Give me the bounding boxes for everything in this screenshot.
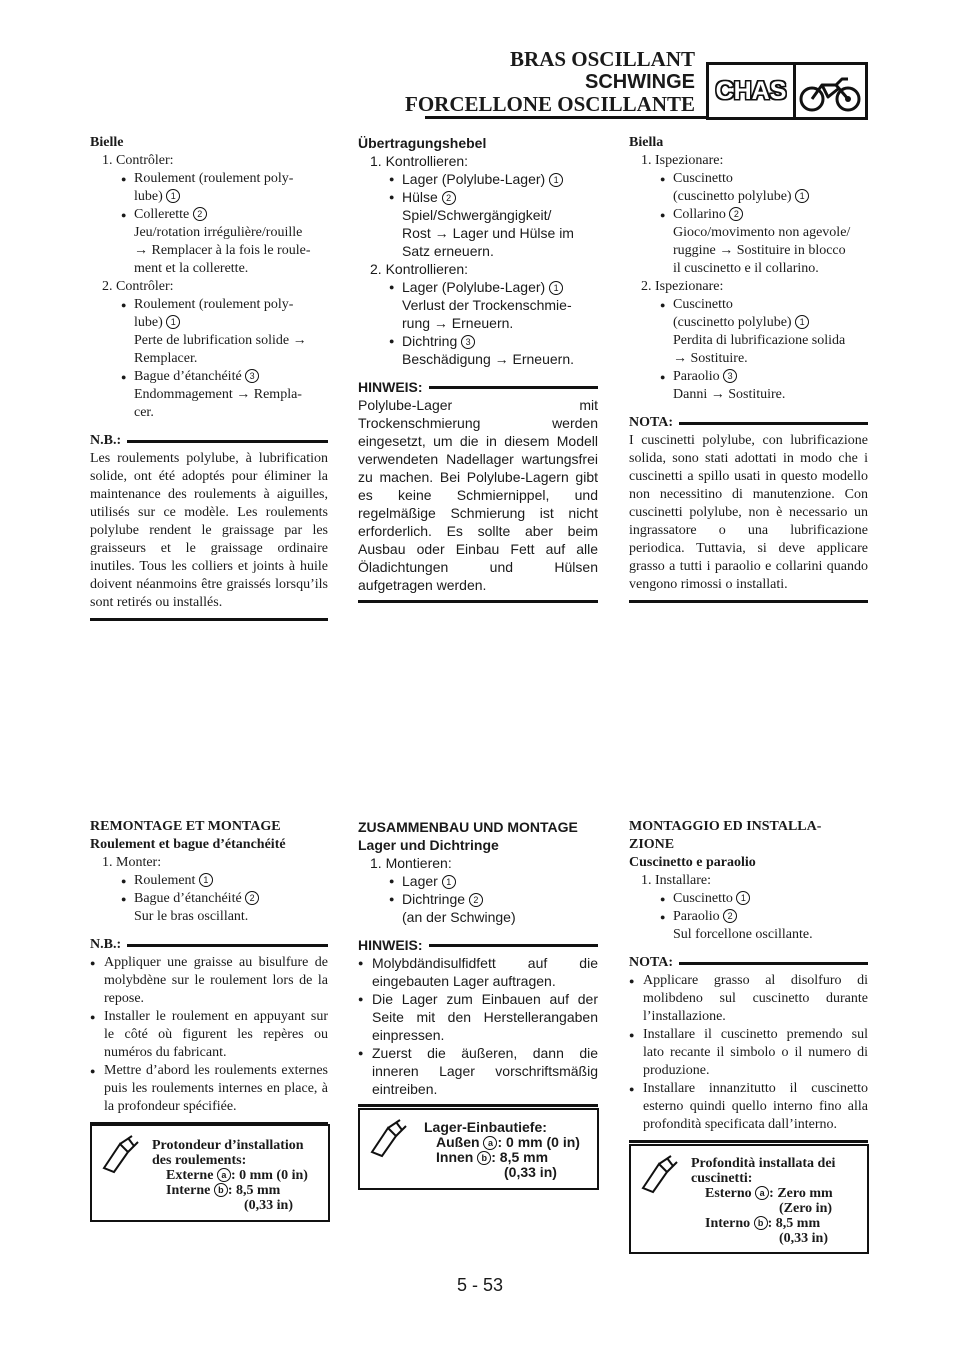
note-end-rule: [90, 618, 328, 621]
heading: Bielle: [90, 135, 124, 150]
motorcycle-icon: [796, 67, 864, 115]
subheading: Lager und Dichtringe: [358, 837, 499, 853]
list-item: lube) 1: [90, 188, 328, 206]
list-item: ruggine → Sostituire in blocco: [673, 243, 846, 258]
spec-row-ext: Externe a : 0 mm (0 in): [166, 1168, 308, 1183]
spec-title: des roulements:: [152, 1153, 247, 1168]
list-item: Danni → Sostituire.: [673, 387, 786, 402]
spec-row-int: Innen b : 8,5 mm: [436, 1149, 549, 1165]
note-item: ● Installare innanzitutto il cuscinetto esterno quindi quello interno fino alla profondità specificata dall’interno.: [629, 1080, 868, 1134]
top-column-it: [629, 134, 868, 603]
list-item: Sur le bras oscillant.: [134, 909, 249, 924]
heading: ZIONE: [629, 837, 675, 852]
list-item: ● Roulement (roulement poly-: [90, 170, 328, 188]
note-item: ● Die Lager zum Einbauen auf der Seite mit den Herstellerangaben einpressen.: [358, 990, 598, 1044]
heading: Übertragungshebel: [358, 135, 487, 151]
step: 1. Ispezionare:: [641, 153, 724, 168]
note-text: Polylube-Lager mit Trockenschmierung werden eingesetzt, um die in diesem Modell verwendeten Nadellager wartungsfrei zu machen. Bei Polylube-Lagern gibt es keine Schmiernippel, und regelmäßige Schmierung ist nicht erforderlich. Es sollte aber beim Ausbau oder Einbau Fett auf alle Öladichtungen und Hülsen aufgetragen werden.: [358, 397, 598, 593]
note-item: ● Installare il cuscinetto premendo sul lato recante il simbolo o il numero di produzione.: [629, 1026, 868, 1080]
list-item: ● Bague d’étanchéité 3: [90, 368, 328, 386]
section-tag: CHAS: [709, 65, 796, 117]
list-item: Spiel/Schwergängigkeit/: [402, 207, 552, 223]
heading: ZUSAMMENBAU UND MONTAGE: [358, 819, 578, 835]
list-item: (an der Schwinge): [402, 909, 516, 925]
top-column-fr: [90, 134, 328, 621]
bottom-column-it: [629, 818, 868, 1143]
list-item: cer.: [134, 405, 154, 420]
step: 1. Installare:: [641, 873, 711, 888]
step: 1. Monter:: [102, 855, 162, 870]
spec-row-int: Interno b : 8,5 mm: [705, 1216, 821, 1231]
note-item: ● Mettre d’abord les roulements externes puis les roulements internes en place, à la profondeur spécifiée.: [90, 1062, 328, 1116]
list-item: ● Roulement 1: [90, 872, 328, 890]
step: 1. Kontrollieren:: [370, 153, 469, 169]
spec-box-fr: [90, 1124, 330, 1222]
note-end-rule: [358, 1104, 598, 1107]
list-item: ● Collarino 2: [629, 206, 868, 224]
note-item: ● Zuerst die äußeren, dann die inneren Lager vorschriftsmäßig eintreiben.: [358, 1044, 598, 1098]
list-item: → Sostituire.: [673, 351, 748, 366]
list-item: ● Dichtring 3: [358, 332, 598, 350]
spec-row-ext: Esterno a : Zero mm: [705, 1186, 833, 1201]
spec-row-int-imperial: (0,33 in): [244, 1198, 293, 1213]
list-item: ● Paraolio 2: [629, 908, 868, 926]
heading: REMONTAGE ET MONTAGE: [90, 819, 281, 834]
note-header: NOTA:: [629, 414, 868, 432]
bottom-column-fr: [90, 818, 328, 1125]
list-item: ● Hülse 2: [358, 188, 598, 206]
spec-text: [691, 1156, 863, 1246]
list-item: Satz erneuern.: [402, 243, 494, 259]
page-number: 5 - 53: [456, 1275, 504, 1295]
spec-box-de: [358, 1108, 599, 1190]
list-item: Jeu/rotation irrégulière/rouille: [134, 225, 303, 240]
list-item: Gioco/movimento non agevole/: [673, 225, 851, 240]
note-item: ● Applicare grasso al disolfuro di molibdeno sul cuscinetto durante l’installazione.: [629, 972, 868, 1026]
list-item: il cuscinetto e il collarino.: [673, 261, 819, 276]
list-item: (cuscinetto polylube) 1: [629, 314, 868, 332]
title-it: FORCELLONE OSCILLANTE: [405, 92, 695, 116]
list-item: ● Paraolio 3: [629, 368, 868, 386]
tool-depth-icon: [637, 1152, 681, 1196]
top-column-de: [358, 134, 598, 603]
list-item: Remplacer.: [134, 351, 198, 366]
spec-text: [152, 1138, 324, 1213]
note-header: NOTA:: [629, 954, 868, 972]
note-header: N.B.:: [90, 936, 328, 954]
bottom-column-de: [358, 818, 598, 1107]
list-item: ● Cuscinetto: [629, 296, 868, 314]
step: 2. Ispezionare:: [641, 279, 724, 294]
header-rule: [425, 116, 709, 119]
list-item: ● Dichtringe 2: [358, 890, 598, 908]
step: 2. Kontrollieren:: [370, 261, 469, 277]
list-item: ● Cuscinetto: [629, 170, 868, 188]
list-item: Verlust der Trockenschmie-: [402, 297, 572, 313]
note-header: HINWEIS:: [358, 936, 598, 954]
note-end-rule: [629, 600, 868, 603]
list-item: Endommagement → Rempla-: [134, 387, 302, 402]
list-item: ● Bague d’étanchéité 2: [90, 890, 328, 908]
spec-text: [424, 1120, 594, 1180]
spec-box-it: [629, 1144, 869, 1254]
spec-title: Protondeur d’installation: [152, 1138, 304, 1153]
list-item: ● Cuscinetto 1: [629, 890, 868, 908]
note-header: N.B.:: [90, 432, 328, 450]
list-item: ● Roulement (roulement poly-: [90, 296, 328, 314]
spec-row-int: Interne b : 8,5 mm: [166, 1183, 281, 1198]
step: 1. Montieren:: [370, 855, 452, 871]
list-item: Beschädigung → Erneuern.: [402, 351, 574, 367]
note-end-rule: [358, 600, 598, 603]
list-item: → Remplacer à la fois le roule-: [134, 243, 311, 258]
list-item: ment et la collerette.: [134, 261, 249, 276]
spec-row-ext: Außen a : 0 mm (0 in): [436, 1134, 580, 1150]
list-item: lube) 1: [90, 314, 328, 332]
note-item: ● Molybdändisulfidfett auf die eingebauten Lager auftragen.: [358, 954, 598, 990]
list-item: ● Collerette 2: [90, 206, 328, 224]
note-header: HINWEIS:: [358, 378, 598, 396]
spec-row-int-imperial: (0,33 in): [779, 1231, 828, 1246]
list-item: ● Lager (Polylube-Lager) 1: [358, 278, 598, 296]
step: 1. Contrôler:: [102, 153, 174, 168]
heading: MONTAGGIO ED INSTALLA-: [629, 819, 822, 834]
note-text: I cuscinetti polylube, con lubrificazione solida, sono stati adottati in modo che i cuscinetti a spillo usati in questo modello non necessitino di manutenzione. Con cuscinetti polylube, non è necessario un ingrassatore o una lubrificazione periodica. Tuttavia, si deve applicare grasso a tutti i paraolio e collarini quando vengono rimossi o installati.: [629, 433, 868, 592]
list-item: ● Lager 1: [358, 872, 598, 890]
spec-row-int-imperial: (0,33 in): [504, 1164, 557, 1180]
note-item: ● Installer le roulement en appuyant sur le côté où figurent les repères ou numéros du fabricant.: [90, 1008, 328, 1062]
subheading: Roulement et bague d’étanchéité: [90, 837, 286, 852]
list-item: (cuscinetto polylube) 1: [629, 188, 868, 206]
list-item: Perte de lubrification solide →: [134, 333, 307, 348]
note-item: ● Appliquer une graisse au bisulfure de molybdène sur le roulement lors de la repose.: [90, 954, 328, 1008]
title-de: SCHWINGE: [585, 71, 695, 93]
note-end-rule: [629, 1140, 868, 1143]
list-item: Rost → Lager und Hülse im: [402, 225, 574, 241]
note-text: Les roulements polylube, à lubrification solide, ont été adoptés pour éliminer la maintenance des roulements à aiguilles, utilisés sur ce modèle. Les roulements polylube rendent le graissage par les graisseurs et le graissage ordinaire inutiles. Tous les colliers et joints à huile doivent néanmoins être graissés lorsqu’ils sont retirés ou installés.: [90, 451, 328, 610]
tool-depth-icon: [366, 1116, 410, 1160]
subheading: Cuscinetto e paraolio: [629, 855, 756, 870]
step: 2. Contrôler:: [102, 279, 174, 294]
title-fr: BRAS OSCILLANT: [510, 47, 695, 71]
list-item: rung → Erneuern.: [402, 315, 514, 331]
list-item: Sul forcellone oscillante.: [673, 927, 813, 942]
section-badge: [706, 62, 868, 120]
spec-title: Lager-Einbautiefe:: [424, 1119, 547, 1135]
spec-title: Profondità installata dei: [691, 1156, 836, 1171]
tool-depth-icon: [98, 1132, 142, 1176]
list-item: Perdita di lubrificazione solida: [673, 333, 846, 348]
heading: Biella: [629, 135, 664, 150]
spec-row-ext-imperial: (Zero in): [779, 1201, 833, 1216]
list-item: ● Lager (Polylube-Lager) 1: [358, 170, 598, 188]
spec-title: cuscinetti:: [691, 1171, 753, 1186]
